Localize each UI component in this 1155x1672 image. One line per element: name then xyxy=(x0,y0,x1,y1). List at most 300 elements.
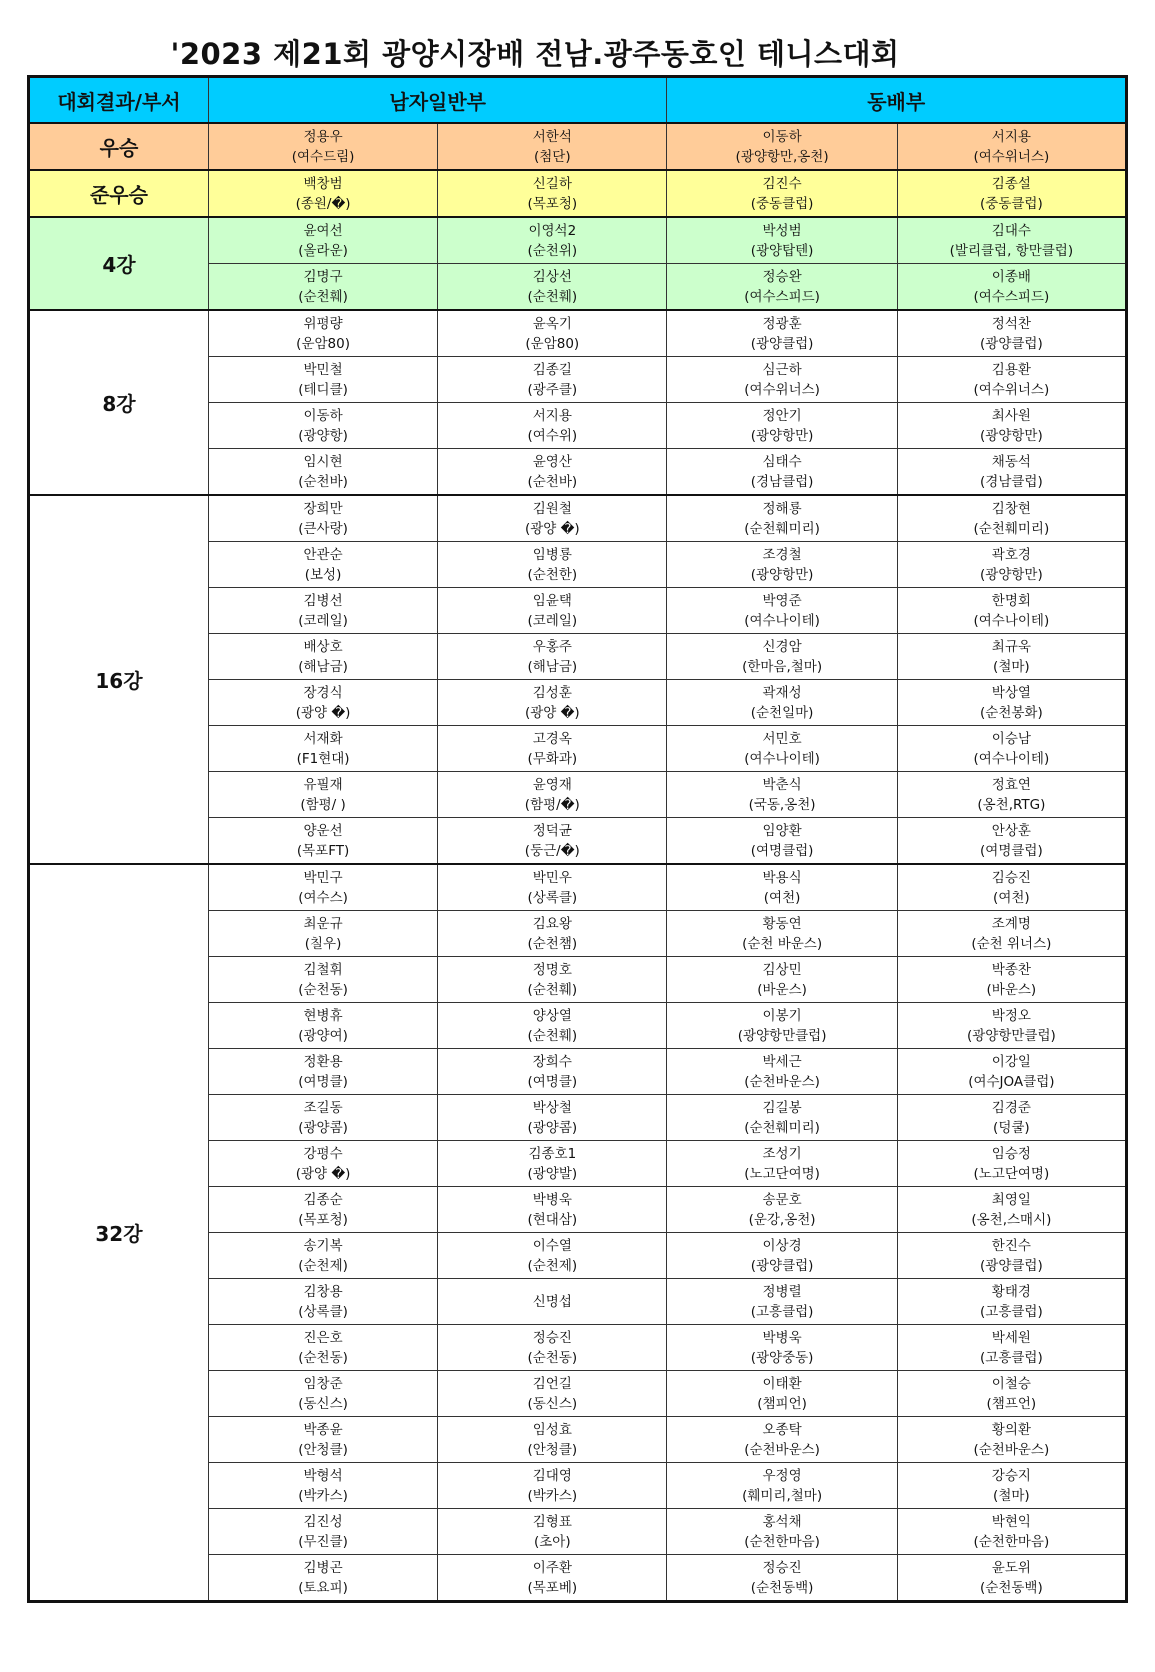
player-club: (옹천,RTG) xyxy=(977,796,1046,813)
player-club: (광양항만) xyxy=(980,566,1043,583)
player-cell xyxy=(897,1371,1126,1417)
player-cell xyxy=(208,1325,437,1371)
player-name: 박종윤 xyxy=(303,1421,343,1438)
player-club: (여천) xyxy=(763,889,801,906)
player-name: 이강일 xyxy=(991,1053,1031,1070)
player-cell xyxy=(897,357,1126,403)
player-cell xyxy=(438,264,667,311)
player-club: (광양항만클럽) xyxy=(737,1027,827,1044)
player-club: (순천동백) xyxy=(980,1579,1043,1596)
player-club: (중동클럽) xyxy=(980,195,1043,212)
player-club: (순천동) xyxy=(298,981,348,998)
player-cell xyxy=(667,911,897,957)
player-name: 조성기 xyxy=(762,1145,802,1162)
player-cell xyxy=(897,1049,1126,1095)
player-name: 정병렬 xyxy=(762,1283,802,1300)
player-name: 백창범 xyxy=(303,175,343,192)
player-club: (운암80) xyxy=(525,335,580,352)
player-club: (광양클럽) xyxy=(750,335,814,352)
player-name: 김진성 xyxy=(303,1513,343,1530)
player-club: (광양클럽) xyxy=(980,335,1043,352)
player-club: (종원/�) xyxy=(295,195,351,212)
player-club: (목포베) xyxy=(527,1579,578,1596)
player-club: (옹천,스매시) xyxy=(971,1211,1052,1228)
player-name: 채동석 xyxy=(991,453,1031,470)
player-name: 고경옥 xyxy=(532,730,572,747)
player-name: 안상훈 xyxy=(991,822,1031,839)
player-club: (여명클럽) xyxy=(980,842,1043,859)
player-club: (여수나이테) xyxy=(744,750,820,767)
player-cell xyxy=(897,1095,1126,1141)
player-cell xyxy=(208,449,437,496)
player-cell xyxy=(667,264,897,311)
player-cell xyxy=(897,911,1126,957)
player-name: 김창현 xyxy=(991,500,1031,517)
player-name: 한진수 xyxy=(991,1237,1031,1254)
player-name: 박용식 xyxy=(762,869,802,886)
header-stage: 대회결과/부서 xyxy=(29,77,209,124)
player-cell xyxy=(897,1463,1126,1509)
player-club: (철마) xyxy=(993,658,1030,675)
player-club: (노고단여명) xyxy=(973,1165,1050,1182)
player-club: (해남금) xyxy=(527,658,578,675)
player-club: (한마음,철마) xyxy=(742,658,823,675)
player-name: 박종찬 xyxy=(991,961,1031,978)
player-club: (광양항) xyxy=(298,427,348,444)
player-cell xyxy=(667,170,897,217)
player-club: (국동,옹천) xyxy=(748,796,816,813)
player-name: 박형석 xyxy=(303,1467,343,1484)
player-cell xyxy=(208,1417,437,1463)
player-club: (순천훼미리) xyxy=(744,520,820,537)
player-name: 배상호 xyxy=(303,638,343,655)
player-club: (테디클) xyxy=(298,381,348,398)
player-club: (F1현대) xyxy=(296,750,350,767)
player-name: 심근하 xyxy=(762,361,802,378)
player-name: 정석찬 xyxy=(991,315,1031,332)
player-cell xyxy=(438,864,667,911)
player-cell xyxy=(897,726,1126,772)
player-club: (순천한마음) xyxy=(973,1533,1050,1550)
player-club: (여명클럽) xyxy=(750,842,814,859)
player-name: 정해룡 xyxy=(762,500,802,517)
player-cell xyxy=(438,1463,667,1509)
player-cell xyxy=(897,1417,1126,1463)
player-name: 김상민 xyxy=(762,961,802,978)
player-name: 김원철 xyxy=(532,500,572,517)
player-name: 이태환 xyxy=(762,1375,802,1392)
player-cell xyxy=(897,542,1126,588)
player-name: 유필재 xyxy=(303,776,343,793)
player-club: (여천) xyxy=(993,889,1030,906)
player-cell xyxy=(897,818,1126,865)
player-name: 신길하 xyxy=(532,175,572,192)
player-name: 김명구 xyxy=(303,268,343,285)
player-name: 박정오 xyxy=(991,1007,1031,1024)
player-name: 윤도위 xyxy=(991,1559,1031,1576)
player-cell xyxy=(667,818,897,865)
stage-label: 4강 xyxy=(29,217,209,310)
player-name: 박춘식 xyxy=(762,776,802,793)
player-club: (광양항만) xyxy=(980,427,1043,444)
player-cell xyxy=(667,1095,897,1141)
player-cell xyxy=(208,1233,437,1279)
player-club: (칠우) xyxy=(304,935,342,952)
player-name: 최사원 xyxy=(991,407,1031,424)
player-cell xyxy=(438,1509,667,1555)
player-cell xyxy=(897,1187,1126,1233)
player-club: (보성) xyxy=(304,566,342,583)
player-cell xyxy=(438,911,667,957)
player-club: (여수스피드) xyxy=(973,288,1050,305)
player-cell xyxy=(438,957,667,1003)
player-club: (무화과) xyxy=(527,750,578,767)
player-club: (순천바운스) xyxy=(973,1441,1050,1458)
player-name: 정효연 xyxy=(991,776,1031,793)
player-cell xyxy=(897,1233,1126,1279)
player-cell xyxy=(438,680,667,726)
player-name: 이종배 xyxy=(991,268,1031,285)
player-club: (여수위) xyxy=(527,427,578,444)
player-name: 이영석2 xyxy=(528,222,577,239)
player-cell xyxy=(438,634,667,680)
player-cell xyxy=(667,1325,897,1371)
player-name: 김언길 xyxy=(532,1375,572,1392)
player-cell xyxy=(667,1509,897,1555)
player-cell xyxy=(438,123,667,170)
player-club: (덩쿨) xyxy=(993,1119,1030,1136)
player-name: 조계명 xyxy=(991,915,1031,932)
player-name: 이동하 xyxy=(762,128,802,145)
player-club: (박카스) xyxy=(527,1487,578,1504)
player-cell xyxy=(208,1279,437,1325)
stage-label: 우승 xyxy=(29,123,209,170)
player-club: (순천 위너스) xyxy=(971,935,1052,952)
player-cell xyxy=(438,772,667,818)
player-name: 이봉기 xyxy=(762,1007,802,1024)
player-club: (순천동) xyxy=(298,1349,348,1366)
player-name: 정승완 xyxy=(762,268,802,285)
player-club: (여수위너스) xyxy=(744,381,820,398)
player-cell xyxy=(897,310,1126,357)
player-cell xyxy=(667,449,897,496)
player-name: 조경철 xyxy=(762,546,802,563)
player-cell xyxy=(438,495,667,542)
header-row xyxy=(29,77,1127,124)
player-cell xyxy=(897,1141,1126,1187)
player-cell xyxy=(208,170,437,217)
player-name: 신명섭 xyxy=(532,1293,572,1310)
player-name: 강승지 xyxy=(991,1467,1031,1484)
player-cell xyxy=(897,864,1126,911)
player-name: 이수열 xyxy=(532,1237,572,1254)
player-name: 김길봉 xyxy=(762,1099,802,1116)
player-club: (순천동백) xyxy=(750,1579,814,1596)
player-club: (순천바) xyxy=(527,473,578,490)
player-name: 임병룡 xyxy=(532,546,572,563)
player-cell xyxy=(438,1141,667,1187)
player-cell xyxy=(438,449,667,496)
player-club: (순천바) xyxy=(298,473,348,490)
player-club: (광양클럽) xyxy=(750,1257,814,1274)
player-name: 박세원 xyxy=(991,1329,1031,1346)
player-cell xyxy=(897,123,1126,170)
player-cell xyxy=(667,1555,897,1602)
player-cell xyxy=(438,1233,667,1279)
player-name: 김진수 xyxy=(762,175,802,192)
player-club: (여수나이테) xyxy=(973,612,1050,629)
player-club: (여수스피드) xyxy=(744,288,820,305)
player-cell xyxy=(667,680,897,726)
player-name: 최운규 xyxy=(303,915,343,932)
player-name: 이주환 xyxy=(532,1559,572,1576)
player-name: 정덕균 xyxy=(532,822,572,839)
player-club: (순천동) xyxy=(527,1349,578,1366)
player-cell xyxy=(438,1095,667,1141)
player-club: (경남클럽) xyxy=(980,473,1043,490)
player-cell xyxy=(438,1187,667,1233)
player-club: (챔피언) xyxy=(757,1395,807,1412)
player-club: (토요피) xyxy=(298,1579,348,1596)
player-cell xyxy=(438,310,667,357)
player-club: (순천훼) xyxy=(527,981,578,998)
player-club: (여수스) xyxy=(298,889,348,906)
player-name: 임양환 xyxy=(762,822,802,839)
player-name: 김종순 xyxy=(303,1191,343,1208)
player-club: (박카스) xyxy=(298,1487,348,1504)
header-men-division: 남자일반부 xyxy=(208,77,666,124)
player-name: 박민구 xyxy=(303,869,343,886)
results-body xyxy=(29,123,1127,1602)
player-club: (광양클럽) xyxy=(980,1257,1043,1274)
player-cell xyxy=(897,957,1126,1003)
player-name: 황의환 xyxy=(991,1421,1031,1438)
player-name: 박상철 xyxy=(532,1099,572,1116)
player-name: 임창준 xyxy=(303,1375,343,1392)
player-name: 박상열 xyxy=(991,684,1031,701)
table-row xyxy=(29,495,1127,542)
player-club: (순천훼미리) xyxy=(973,520,1050,537)
player-club: (첨단) xyxy=(534,148,571,165)
table-row xyxy=(29,310,1127,357)
player-name: 김병곤 xyxy=(303,1559,343,1576)
player-club: (광양항만,옹천) xyxy=(735,148,829,165)
player-club: (광양여) xyxy=(298,1027,348,1044)
player-name: 정명호 xyxy=(532,961,572,978)
player-name: 윤영산 xyxy=(532,453,572,470)
player-club: (광양콤) xyxy=(527,1119,578,1136)
player-name: 오종탁 xyxy=(762,1421,802,1438)
player-name: 정환용 xyxy=(303,1053,343,1070)
player-club: (광양탑텐) xyxy=(750,242,814,259)
player-name: 김대수 xyxy=(991,222,1031,239)
player-club: (코레일) xyxy=(527,612,578,629)
player-club: (고흥클럽) xyxy=(980,1303,1043,1320)
player-name: 박영준 xyxy=(762,592,802,609)
table-row xyxy=(29,123,1127,170)
player-name: 박병욱 xyxy=(532,1191,572,1208)
player-name: 박세근 xyxy=(762,1053,802,1070)
player-name: 김상선 xyxy=(532,268,572,285)
player-name: 정안기 xyxy=(762,407,802,424)
player-cell xyxy=(897,495,1126,542)
player-cell xyxy=(897,772,1126,818)
player-cell xyxy=(208,1371,437,1417)
player-name: 박민우 xyxy=(532,869,572,886)
player-name: 이상경 xyxy=(762,1237,802,1254)
player-cell xyxy=(667,772,897,818)
player-club: (광양항만클럽) xyxy=(966,1027,1056,1044)
player-cell xyxy=(897,217,1126,264)
table-row xyxy=(29,217,1127,264)
player-cell xyxy=(897,588,1126,634)
player-name: 곽호경 xyxy=(991,546,1031,563)
player-cell xyxy=(667,864,897,911)
player-name: 홍석채 xyxy=(762,1513,802,1530)
player-club: (무진클) xyxy=(298,1533,348,1550)
player-name: 김병선 xyxy=(303,592,343,609)
player-club: (순천위) xyxy=(527,242,578,259)
player-cell xyxy=(438,588,667,634)
player-name: 한명회 xyxy=(991,592,1031,609)
player-cell xyxy=(208,123,437,170)
player-club: (광양발) xyxy=(527,1165,578,1182)
player-cell xyxy=(438,357,667,403)
player-cell xyxy=(208,726,437,772)
player-name: 우정영 xyxy=(762,1467,802,1484)
player-club: (광양 �) xyxy=(524,520,580,537)
player-club: (순천훼) xyxy=(527,1027,578,1044)
player-name: 임승정 xyxy=(991,1145,1031,1162)
player-cell xyxy=(208,864,437,911)
player-cell xyxy=(897,1555,1126,1602)
table-row xyxy=(29,864,1127,911)
player-cell xyxy=(897,1325,1126,1371)
player-name: 김철휘 xyxy=(303,961,343,978)
player-club: (고흥클럽) xyxy=(980,1349,1043,1366)
player-club: (광양 �) xyxy=(524,704,580,721)
player-name: 서재화 xyxy=(303,730,343,747)
player-club: (순천훼미리) xyxy=(744,1119,820,1136)
player-name: 임시현 xyxy=(303,453,343,470)
player-name: 장희만 xyxy=(303,500,343,517)
player-club: (광양콤) xyxy=(298,1119,348,1136)
player-cell xyxy=(208,911,437,957)
stage-label: 32강 xyxy=(29,864,209,1602)
player-name: 최영일 xyxy=(991,1191,1031,1208)
player-name: 임성효 xyxy=(532,1421,572,1438)
header-dongbae-division: 동배부 xyxy=(667,77,1127,124)
player-cell xyxy=(208,357,437,403)
player-club: (순천한) xyxy=(527,566,578,583)
player-name: 이승남 xyxy=(991,730,1031,747)
player-name: 양운선 xyxy=(303,822,343,839)
player-cell xyxy=(438,1325,667,1371)
player-name: 윤영재 xyxy=(532,776,572,793)
player-cell xyxy=(667,1141,897,1187)
player-name: 정광훈 xyxy=(762,315,802,332)
player-club: (고흥클럽) xyxy=(750,1303,814,1320)
player-cell xyxy=(667,1417,897,1463)
player-club: (광주클) xyxy=(527,381,578,398)
player-club: (순천 바운스) xyxy=(742,935,823,952)
player-cell xyxy=(667,1003,897,1049)
player-cell xyxy=(438,170,667,217)
table-row xyxy=(29,170,1127,217)
player-cell xyxy=(667,957,897,1003)
player-club: (챔프언) xyxy=(986,1395,1037,1412)
player-name: 김성훈 xyxy=(532,684,572,701)
player-cell xyxy=(208,1187,437,1233)
player-cell xyxy=(208,1463,437,1509)
player-club: (큰사랑) xyxy=(298,520,348,537)
player-name: 진은호 xyxy=(303,1329,343,1346)
player-club: (노고단여명) xyxy=(744,1165,820,1182)
player-club: (순천바운스) xyxy=(744,1441,820,1458)
player-name: 박병욱 xyxy=(762,1329,802,1346)
player-club: (동신스) xyxy=(527,1395,578,1412)
player-name: 이동하 xyxy=(303,407,343,424)
player-name: 이철승 xyxy=(991,1375,1031,1392)
player-cell xyxy=(897,403,1126,449)
player-cell xyxy=(667,588,897,634)
player-cell xyxy=(438,1371,667,1417)
player-cell xyxy=(208,772,437,818)
player-club: (광양항만) xyxy=(750,566,814,583)
player-club: (상록클) xyxy=(527,889,578,906)
player-club: (여명클) xyxy=(298,1073,348,1090)
player-club: (목포청) xyxy=(298,1211,348,1228)
player-cell xyxy=(208,680,437,726)
player-cell xyxy=(208,1509,437,1555)
player-name: 정용우 xyxy=(303,128,343,145)
player-club: (철마) xyxy=(993,1487,1030,1504)
player-name: 윤여선 xyxy=(303,222,343,239)
player-club: (여수JOA클럽) xyxy=(968,1073,1055,1090)
player-cell xyxy=(208,818,437,865)
player-club: (상록클) xyxy=(298,1303,348,1320)
player-name: 양상열 xyxy=(532,1007,572,1024)
player-name: 김창용 xyxy=(303,1283,343,1300)
player-club: (여명클) xyxy=(527,1073,578,1090)
player-cell xyxy=(438,1555,667,1602)
player-cell xyxy=(667,357,897,403)
player-club: (순천제) xyxy=(527,1257,578,1274)
player-cell xyxy=(438,1049,667,1095)
player-club: (바운스) xyxy=(986,981,1037,998)
player-club: (중동클럽) xyxy=(750,195,814,212)
player-name: 송문호 xyxy=(762,1191,802,1208)
player-club: (순천일마) xyxy=(750,704,814,721)
player-club: (광양항만) xyxy=(750,427,814,444)
stage-label: 준우승 xyxy=(29,170,209,217)
player-club: (함평/ ) xyxy=(300,796,346,813)
player-club: (순천봉화) xyxy=(980,704,1043,721)
player-club: (바운스) xyxy=(757,981,807,998)
player-name: 서지용 xyxy=(991,128,1031,145)
player-club: (여수위너스) xyxy=(973,148,1050,165)
player-name: 김형표 xyxy=(532,1513,572,1530)
player-name: 최규욱 xyxy=(991,638,1031,655)
player-cell xyxy=(438,1003,667,1049)
player-club: (순천챔) xyxy=(527,935,578,952)
player-club: (올라운) xyxy=(298,242,348,259)
player-cell xyxy=(667,1049,897,1095)
player-cell xyxy=(438,403,667,449)
player-cell xyxy=(208,588,437,634)
player-cell xyxy=(438,818,667,865)
player-name: 정승진 xyxy=(532,1329,572,1346)
